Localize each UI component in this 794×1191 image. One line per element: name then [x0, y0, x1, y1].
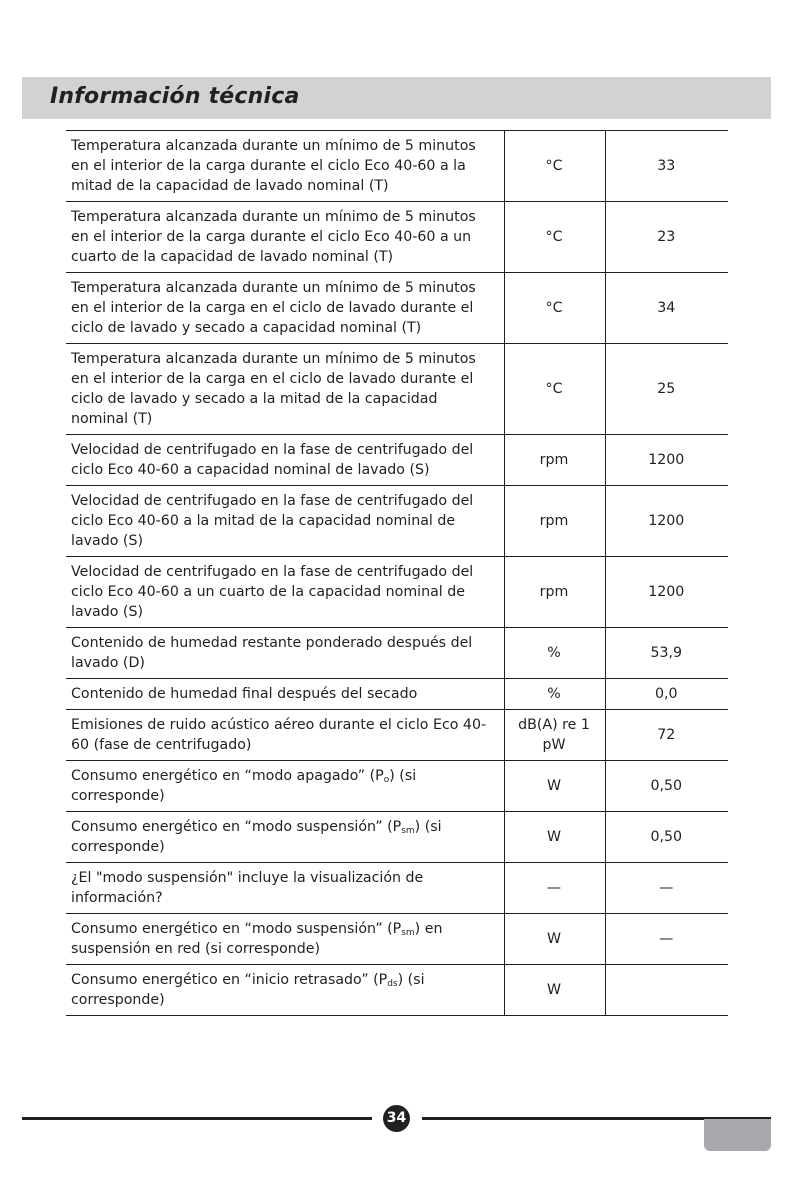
table-row [66, 344, 728, 435]
subscript: o [383, 775, 390, 785]
row-description: Velocidad de centrifugado en la fase de centrifugado del ciclo Eco 40-60 a un cuarto de la capacidad nominal de lavado (S) [66, 557, 504, 628]
table-row [66, 914, 728, 965]
row-value: 1200 [605, 557, 728, 628]
subscript: sm [401, 826, 415, 836]
subscript: ds [387, 979, 398, 989]
row-unit: dB(A) re 1 pW [504, 710, 605, 761]
table-row [66, 486, 728, 557]
row-value: 34 [605, 273, 728, 344]
row-value: 25 [605, 344, 728, 435]
row-description: ¿El "modo suspensión" incluye la visualización de información? [66, 863, 504, 914]
table-row [66, 761, 728, 812]
row-unit: °C [504, 131, 605, 202]
row-value: 72 [605, 710, 728, 761]
row-unit: % [504, 628, 605, 679]
row-value: 0,50 [605, 761, 728, 812]
row-value: 33 [605, 131, 728, 202]
row-value: 1200 [605, 435, 728, 486]
row-unit: rpm [504, 557, 605, 628]
row-description: Contenido de humedad restante ponderado después del lavado (D) [66, 628, 504, 679]
row-description: Emisiones de ruido acústico aéreo durante el ciclo Eco 40-60 (fase de centrifugado) [66, 710, 504, 761]
row-description: Temperatura alcanzada durante un mínimo de 5 minutos en el interior de la carga en el ciclo de lavado durante el ciclo de lavado y secado a capacidad nominal (T) [66, 273, 504, 344]
row-description: Consumo energético en “modo suspensión” $(P_{sm})$ (si corresponde) [66, 812, 504, 863]
row-unit: W [504, 812, 605, 863]
row-value [605, 965, 728, 1016]
row-description: Consumo energético en “inicio retrasado” $(P_{ds})$ (si corresponde) [66, 965, 504, 1016]
row-description: Temperatura alcanzada durante un mínimo de 5 minutos en el interior de la carga durante el ciclo Eco 40-60 a un cuarto de la capacidad de lavado nominal (T) [66, 202, 504, 273]
row-unit: W [504, 965, 605, 1016]
table-row [66, 965, 728, 1016]
subscript: sm [401, 928, 415, 938]
row-unit: °C [504, 202, 605, 273]
row-unit: rpm [504, 435, 605, 486]
row-description: Consumo energético en “modo suspensión” $(P_{sm})$ en suspensión en red (si corresponde) [66, 914, 504, 965]
table-row [66, 435, 728, 486]
row-value: — [605, 914, 728, 965]
row-unit: rpm [504, 486, 605, 557]
row-unit: % [504, 679, 605, 710]
table-row [66, 557, 728, 628]
row-value: 1200 [605, 486, 728, 557]
row-description: Temperatura alcanzada durante un mínimo de 5 minutos en el interior de la carga en el ciclo de lavado durante el ciclo de lavado y secado a la mitad de la capacidad nominal (T) [66, 344, 504, 435]
page-corner-tab [704, 1119, 771, 1151]
row-value: 53,9 [605, 628, 728, 679]
technical-info-table [66, 130, 728, 1016]
row-unit: W [504, 761, 605, 812]
table-row [66, 710, 728, 761]
page-number: 34 [383, 1105, 410, 1132]
table-row [66, 679, 728, 710]
row-description: Consumo energético en “modo apagado” $(P_o)$ (si corresponde) [66, 761, 504, 812]
row-description: Velocidad de centrifugado en la fase de centrifugado del ciclo Eco 40-60 a la mitad de la capacidad nominal de lavado (S) [66, 486, 504, 557]
row-description: Velocidad de centrifugado en la fase de centrifugado del ciclo Eco 40-60 a capacidad nominal de lavado (S) [66, 435, 504, 486]
table-row [66, 812, 728, 863]
row-value: 23 [605, 202, 728, 273]
row-value: 0,50 [605, 812, 728, 863]
row-unit: W [504, 914, 605, 965]
table-row [66, 131, 728, 202]
row-description: Temperatura alcanzada durante un mínimo de 5 minutos en el interior de la carga durante el ciclo Eco 40-60 a la mitad de la capacidad de lavado nominal (T) [66, 131, 504, 202]
table-row [66, 202, 728, 273]
row-unit: °C [504, 344, 605, 435]
section-title: Información técnica [50, 84, 300, 109]
table-row [66, 273, 728, 344]
table-row [66, 628, 728, 679]
table-row [66, 863, 728, 914]
row-unit: — [504, 863, 605, 914]
row-description: Contenido de humedad final después del secado [66, 679, 504, 710]
footer-rule-left [22, 1117, 372, 1120]
row-value: 0,0 [605, 679, 728, 710]
row-value: — [605, 863, 728, 914]
row-unit: °C [504, 273, 605, 344]
